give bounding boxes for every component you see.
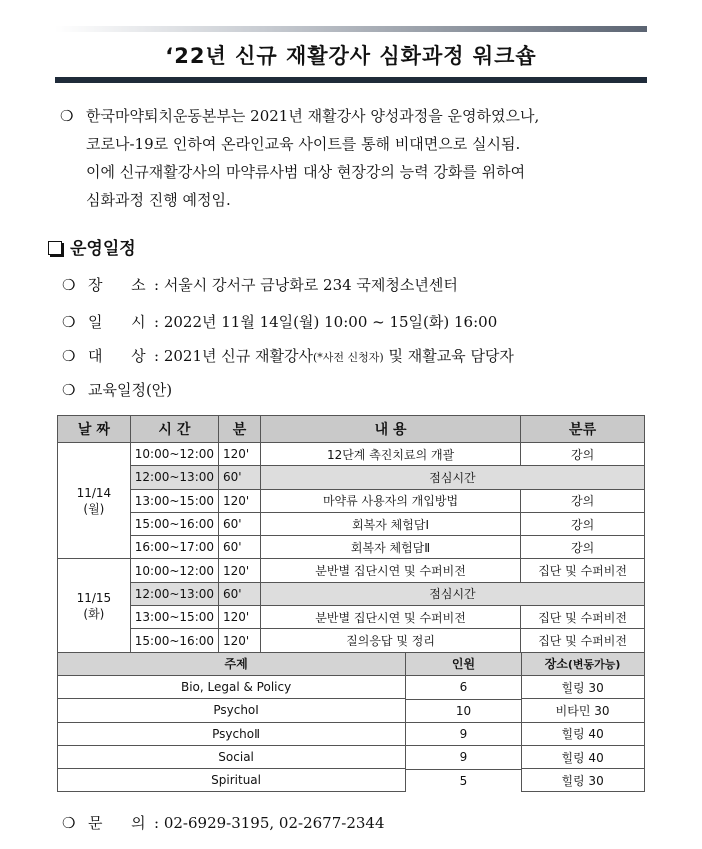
date-value: : 2022년 11월 14일(월) 10:00 ~ 15일(화) 16:00	[154, 313, 498, 331]
day2-cell	[58, 559, 131, 652]
topic-cell: Spiritual	[58, 769, 521, 792]
row-content: 분반별 집단시연 및 수퍼비전	[260, 559, 520, 582]
place-label: 장 소	[88, 276, 146, 294]
room-cell: 힐링 40	[521, 745, 645, 768]
row-time: 15:00~16:00	[130, 512, 218, 535]
circle-bullet-icon: ❍	[60, 107, 74, 125]
count-column	[405, 653, 522, 792]
count-cell: 6	[405, 675, 522, 698]
schedule-label: 교육일정(안)	[88, 381, 173, 399]
contact-line	[62, 812, 385, 833]
row-min: 120'	[219, 559, 261, 582]
row-content: 12단계 촉진치료의 개괄	[260, 443, 520, 466]
target-value: : 2021년 신규 재활강사	[154, 347, 313, 365]
row-min: 120'	[219, 606, 261, 629]
table-row	[58, 489, 645, 512]
table-row	[58, 512, 645, 535]
row-min: 60'	[219, 582, 261, 605]
table-row	[58, 745, 645, 768]
table-row	[58, 769, 645, 792]
header-time: 시 간	[130, 416, 218, 443]
topic-cell: Social	[58, 745, 521, 768]
circle-bullet-icon: ❍	[62, 814, 76, 832]
contact-label: 문 의	[88, 814, 146, 832]
target-value-2: 및 재활교육 담당자	[383, 347, 514, 365]
count-cell: 9	[405, 745, 522, 768]
table-row	[58, 699, 645, 722]
header-date: 날 짜	[58, 416, 131, 443]
topic-cell: Bio, Legal & Policy	[58, 675, 521, 698]
day1-cell	[58, 443, 131, 559]
day1-weekday: (월)	[83, 501, 105, 516]
count-cell: 9	[405, 722, 522, 745]
row-content: 분반별 집단시연 및 수퍼비전	[260, 606, 520, 629]
date-label: 일 시	[88, 313, 146, 331]
count-cell: 5	[405, 769, 522, 792]
schedule-table	[57, 415, 645, 792]
table-row	[58, 722, 645, 745]
header-count: 인원	[405, 653, 522, 675]
topic-cell: PsychoⅡ	[58, 722, 521, 745]
row-content: 마약류 사용자의 개입방법	[260, 489, 520, 512]
circle-bullet-icon: ❍	[62, 381, 76, 399]
header-room	[521, 652, 645, 675]
row-category: 강의	[521, 512, 645, 535]
day2-date: 11/15	[76, 590, 112, 605]
row-content: 회복자 체험담Ⅱ	[260, 536, 520, 559]
room-cell: 힐링 40	[521, 722, 645, 745]
intro-line-4: 심화과정 진행 예정임.	[86, 191, 231, 209]
section-title: 운영일정	[70, 239, 136, 259]
row-category: 강의	[521, 536, 645, 559]
table-row	[58, 675, 645, 698]
row-time: 13:00~15:00	[130, 489, 218, 512]
row-time: 16:00~17:00	[130, 536, 218, 559]
row-category: 강의	[521, 489, 645, 512]
page-title: ‘22년 신규 재활강사 심화과정 워크숍	[165, 44, 537, 68]
room-cell: 힐링 30	[521, 675, 645, 698]
row-category: 집단 및 수퍼비전	[521, 629, 645, 652]
place-value: : 서울시 강서구 금낭화로 234 국제청소년센터	[154, 276, 458, 294]
table-row	[58, 536, 645, 559]
title-bottom-bar	[55, 77, 647, 83]
header-min: 분	[219, 416, 261, 443]
row-content: 점심시간	[260, 582, 644, 605]
row-time: 13:00~15:00	[130, 606, 218, 629]
intro-line-2: 코로나-19로 인하여 온라인교육 사이트를 통해 비대면으로 실시됨.	[86, 135, 521, 153]
intro-paragraph	[60, 102, 656, 214]
contact-value: : 02-6929-3195, 02-2677-2344	[154, 814, 385, 832]
row-content: 회복자 체험담Ⅰ	[260, 512, 520, 535]
row-category: 집단 및 수퍼비전	[521, 606, 645, 629]
row-time: 10:00~12:00	[130, 443, 218, 466]
row-content: 점심시간	[260, 466, 644, 489]
table-row	[58, 582, 645, 605]
row-min: 120'	[219, 489, 261, 512]
row-min: 60'	[219, 536, 261, 559]
section-heading	[48, 234, 136, 259]
table-header-row	[58, 416, 645, 443]
circle-bullet-icon: ❍	[62, 276, 76, 294]
room-cell: 비타민 30	[521, 699, 645, 722]
row-category: 집단 및 수퍼비전	[521, 559, 645, 582]
room-cell: 힐링 30	[521, 769, 645, 792]
square-bullet-icon	[48, 241, 62, 255]
topic-cell: PsychoⅠ	[58, 699, 521, 722]
header-room-note: (변동가능)	[567, 658, 621, 672]
topic-header-row	[58, 652, 645, 675]
table-row	[58, 466, 645, 489]
info-date	[62, 311, 497, 332]
circle-bullet-icon: ❍	[62, 313, 76, 331]
day2-weekday: (화)	[83, 606, 105, 621]
row-time: 12:00~13:00	[130, 466, 218, 489]
row-min: 60'	[219, 466, 261, 489]
row-time: 12:00~13:00	[130, 582, 218, 605]
circle-bullet-icon: ❍	[62, 347, 76, 365]
target-note: (*사전 신청자)	[312, 351, 384, 364]
row-content: 질의응답 및 정리	[260, 629, 520, 652]
row-category: 강의	[521, 443, 645, 466]
row-time: 10:00~12:00	[130, 559, 218, 582]
title-block	[55, 26, 647, 83]
row-min: 120'	[219, 443, 261, 466]
header-topic: 주제	[58, 652, 521, 675]
info-place	[62, 274, 458, 295]
row-time: 15:00~16:00	[130, 629, 218, 652]
row-min: 120'	[219, 629, 261, 652]
intro-line-1: 한국마약퇴치운동본부는 2021년 재활강사 양성과정을 운영하였으나,	[86, 107, 540, 125]
info-target	[62, 345, 514, 366]
intro-line-3: 이에 신규재활강사의 마약류사범 대상 현장강의 능력 강화를 위하여	[86, 163, 526, 181]
target-label: 대 상	[88, 347, 146, 365]
table-row	[58, 559, 645, 582]
header-room-label: 장소	[544, 657, 568, 672]
table-row	[58, 443, 645, 466]
header-content: 내 용	[260, 416, 520, 443]
info-schedule	[62, 379, 172, 400]
table-row	[58, 629, 645, 652]
row-min: 60'	[219, 512, 261, 535]
header-category: 분류	[521, 416, 645, 443]
table-row	[58, 606, 645, 629]
count-cell: 10	[405, 699, 522, 722]
day1-date: 11/14	[76, 485, 112, 500]
